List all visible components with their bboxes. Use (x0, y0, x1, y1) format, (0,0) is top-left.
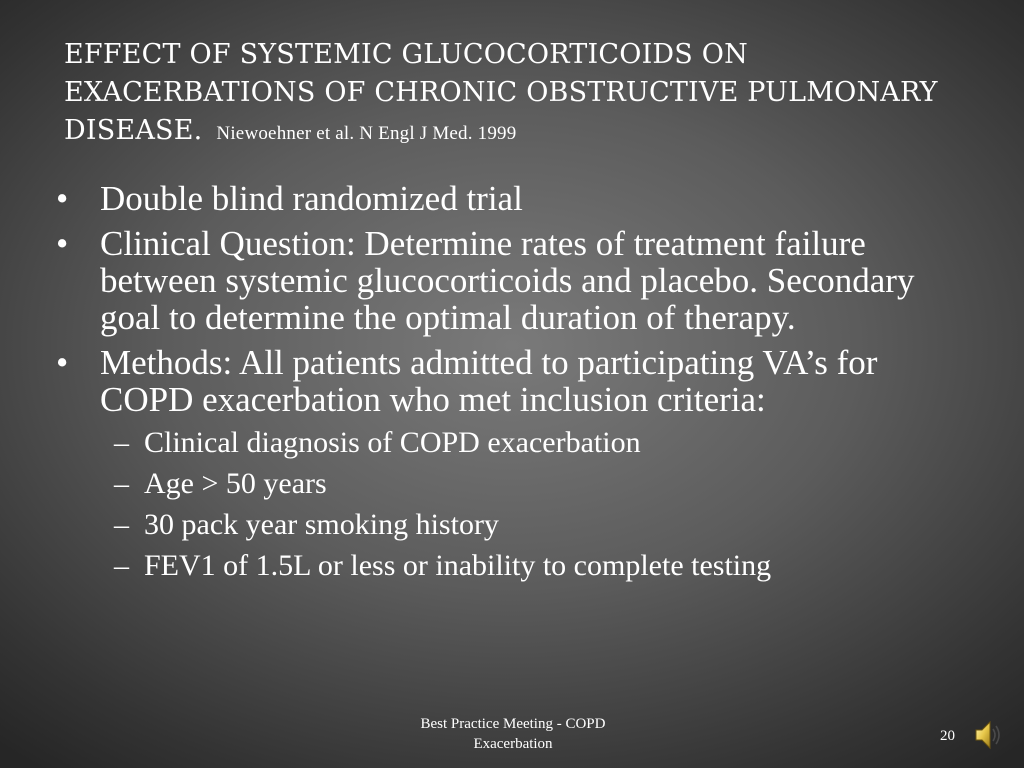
sub-bullet-text: FEV1 of 1.5L or less or inability to complete testing (144, 549, 772, 582)
bullet-item (56, 344, 971, 418)
sub-bullet-text: 30 pack year smoking history (144, 508, 499, 541)
sub-bullet-text: Clinical diagnosis of COPD exacerbation (144, 426, 641, 459)
slide-content (56, 180, 971, 590)
bullet-mark: • (56, 343, 69, 382)
page-number: 20 (940, 728, 955, 744)
slide-title (64, 36, 964, 153)
sub-bullet-item (114, 426, 971, 460)
bullet-text: Methods: All patients admitted to participating VA’s for COPD exacerbation who met inclusion criteria: (100, 343, 878, 419)
title-citation: Niewoehner et al. N Engl J Med. 1999 (216, 123, 517, 144)
sub-bullet-mark: – (114, 467, 129, 500)
title-text: EFFECT OF SYSTEMIC GLUCOCORTICOIDS ON EXACERBATIONS OF CHRONIC OBSTRUCTIVE PULMONARY DISEASE. (64, 39, 938, 146)
bullet-text: Clinical Question: Determine rates of treatment failure between systemic glucocorticoids and placebo. Secondary goal to determine the optimal duration of therapy. (100, 224, 915, 337)
bullet-item (56, 180, 971, 217)
sub-bullet-item (114, 549, 971, 583)
sub-bullet-item (114, 467, 971, 501)
bullet-item (56, 225, 971, 336)
bullet-text: Double blind randomized trial (100, 179, 523, 218)
speaker-icon[interactable] (974, 718, 1004, 752)
bullet-mark: • (56, 224, 69, 263)
speaker-icon-graphic (974, 718, 1004, 752)
sub-bullet-item (114, 508, 971, 542)
bullet-mark: • (56, 179, 69, 218)
sub-bullet-mark: – (114, 426, 129, 459)
sub-bullet-mark: – (114, 549, 129, 582)
sub-bullet-mark: – (114, 508, 129, 541)
sub-bullet-text: Age > 50 years (144, 467, 327, 500)
slide-footer: Best Practice Meeting - COPD Exacerbation (420, 716, 606, 752)
